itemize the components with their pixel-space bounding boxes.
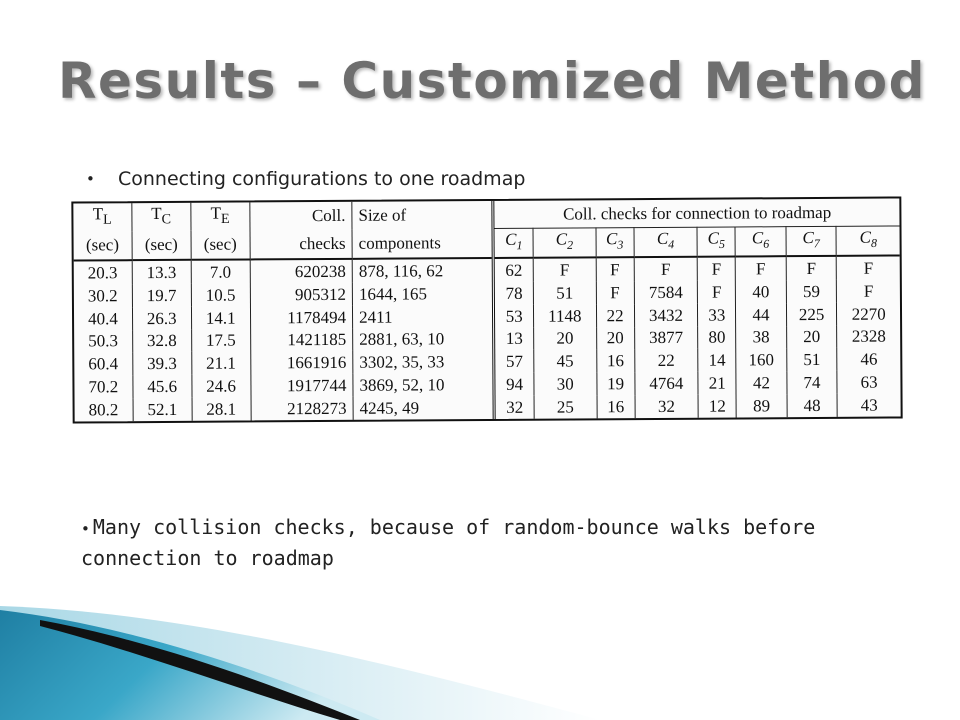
table-cell: 42: [736, 371, 787, 394]
table-cell: F: [698, 280, 736, 303]
header-c: $C_6$: [735, 227, 786, 257]
table-cell: 39.3: [132, 352, 191, 375]
table-cell: 1917744: [251, 374, 354, 397]
table-cell: F: [634, 257, 698, 281]
table-cell: 160: [736, 349, 787, 372]
table-cell: 10.5: [191, 283, 250, 306]
table-cell: 905312: [250, 283, 353, 306]
bullet-text: Connecting configurations to one roadmap: [118, 168, 526, 190]
table-cell: 878, 116, 62: [352, 258, 494, 283]
table-cell: 80: [698, 326, 736, 349]
table-cell: 51: [533, 281, 596, 304]
table-cell: 2128273: [251, 397, 354, 421]
table-cell: 38: [736, 326, 787, 349]
table-cell: 225: [786, 303, 837, 326]
table-cell: 1421185: [250, 328, 353, 351]
table-cell: 1178494: [250, 306, 353, 329]
table-cell: 26.3: [132, 306, 191, 329]
table-cell: 94: [494, 373, 534, 396]
results-table: [73, 198, 900, 421]
header-c: $C_2$: [533, 228, 596, 258]
header-c: $C_4$: [634, 227, 698, 257]
table-cell: 24.6: [192, 375, 251, 398]
table-cell: 78: [494, 282, 534, 305]
table-cell: F: [533, 257, 596, 281]
bullet-text: Many collision checks, because of random-bounce walks before connection to roadmap: [81, 515, 816, 570]
table-cell: 59: [786, 280, 837, 303]
table-cell: 60.4: [88, 354, 119, 374]
table-cell: 62: [494, 258, 534, 282]
header-unit: (sec): [132, 230, 191, 260]
table-cell: 13.3: [132, 260, 191, 284]
table-cell: 40: [736, 280, 787, 303]
table-cell: 1661916: [250, 351, 353, 374]
header-c: $C_7$: [786, 226, 837, 256]
table-cell: 3302, 35, 33: [353, 350, 495, 374]
table-cell: 45: [534, 350, 597, 373]
table-cell: 22: [634, 349, 698, 372]
table-cell: 46: [837, 348, 900, 371]
table-cell: 20.3: [87, 263, 118, 283]
table-cell: 80.2: [88, 400, 119, 420]
table-cell: 51: [786, 348, 837, 371]
header-tl: $T_L$: [92, 204, 112, 228]
table-cell: 57: [494, 350, 534, 373]
table-cell: 53: [494, 304, 534, 327]
table-cell: F: [837, 279, 900, 302]
table-cell: 32: [635, 395, 699, 418]
table-cell: 2270: [837, 302, 900, 325]
table-cell: 21: [698, 372, 736, 395]
table-cell: 16: [596, 349, 634, 372]
table-cell: 45.6: [133, 375, 192, 398]
table-cell: 28.1: [192, 398, 251, 421]
table-cell: F: [596, 281, 634, 304]
table-cell: 4245, 49: [353, 396, 495, 420]
table-cell: 32.8: [132, 329, 191, 352]
table-cell: 3869, 52, 10: [353, 373, 495, 397]
table-cell: 14.1: [191, 306, 250, 329]
table-cell: 40.4: [87, 308, 118, 329]
table-cell: 20: [786, 325, 837, 348]
table-cell: 13: [494, 327, 534, 350]
header-te: $T_E$: [191, 202, 250, 230]
header-c: $C_8$: [836, 226, 899, 256]
table-cell: 19: [597, 372, 635, 395]
bullet-collision: [81, 513, 881, 573]
table-cell: 22: [596, 304, 634, 327]
table-cell: 1148: [533, 304, 596, 327]
header-coll: Coll.: [249, 202, 352, 230]
table-cell: 32: [494, 396, 534, 419]
table-cell: F: [836, 255, 899, 279]
header-unit: (sec): [74, 231, 132, 261]
table-cell: 3877: [634, 326, 698, 349]
table-cell: F: [596, 257, 634, 281]
table-cell: F: [735, 256, 786, 280]
table-cell: 21.1: [191, 352, 250, 375]
table-cell: 50.3: [88, 331, 118, 351]
header-group: Coll. checks for connection to roadmap: [493, 198, 899, 228]
table-cell: 30.2: [87, 286, 118, 306]
bullet-dot: •: [86, 170, 95, 188]
header-c: $C_3$: [596, 228, 634, 258]
table-cell: 52.1: [133, 398, 192, 421]
table-cell: 19.7: [132, 284, 191, 307]
header-tc: $T_C$: [132, 203, 191, 231]
table-cell: 17.5: [191, 329, 250, 352]
table-cell: 4764: [634, 372, 698, 395]
table-cell: 70.2: [88, 377, 119, 397]
table-cell: 2411: [353, 305, 495, 329]
table-cell: 7.0: [191, 259, 250, 283]
table-cell: 14: [698, 349, 736, 372]
header-unit: (sec): [191, 230, 250, 260]
header-unit: checks: [250, 229, 353, 259]
table-cell: 7584: [634, 281, 698, 304]
table-cell: 33: [698, 303, 736, 326]
table-cell: 16: [597, 395, 635, 418]
table-cell: 2881, 63, 10: [353, 327, 495, 351]
results-table-image: [71, 196, 902, 423]
table-cell: 12: [698, 395, 736, 418]
table-cell: 48: [787, 394, 838, 417]
bullet-dot: •: [81, 520, 90, 538]
table-cell: 20: [533, 327, 596, 350]
table-cell: F: [786, 256, 837, 280]
header-size: Size of: [352, 201, 494, 229]
header-unit: components: [352, 229, 494, 259]
table-cell: 1644, 165: [352, 282, 494, 306]
table-cell: 43: [837, 394, 900, 417]
table-row: [75, 394, 901, 422]
table-cell: 30: [534, 373, 597, 396]
table-cell: 20: [596, 327, 634, 350]
table-cell: F: [698, 256, 736, 280]
table-cell: 25: [534, 395, 597, 418]
table-cell: 44: [736, 303, 787, 326]
table-cell: 2328: [837, 325, 900, 348]
table-cell: 63: [837, 371, 900, 394]
table-cell: 74: [787, 371, 838, 394]
header-c: $C_1$: [493, 228, 533, 258]
table-cell: 3432: [634, 303, 698, 326]
table-cell: 89: [736, 394, 787, 417]
table-cell: 620238: [250, 259, 353, 284]
header-c: $C_5$: [697, 227, 735, 257]
slide-title: Results – Customized Method: [58, 52, 926, 110]
